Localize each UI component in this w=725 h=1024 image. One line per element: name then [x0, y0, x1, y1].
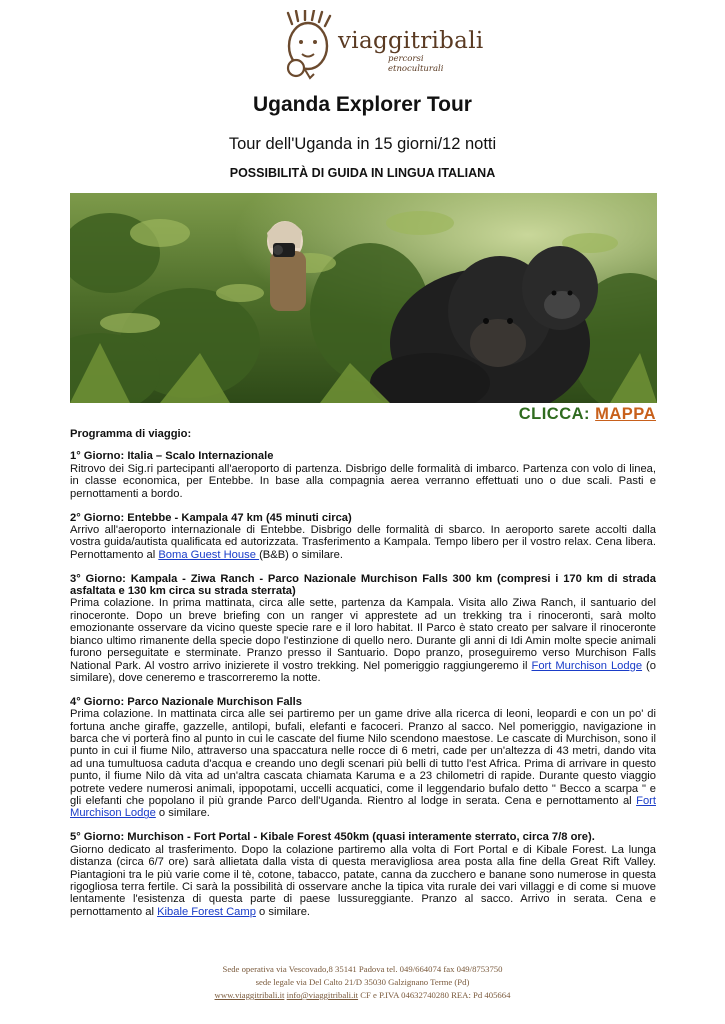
- day-3-text-before: Prima colazione. In prima mattinata, circa alle sette, partenza da Kampala. Visita allo Ziwa Ranch, il santuario del rinoceronte. Dopo un breve briefing con un ranger vi apprestete ad un trekking tra i rinoceronti, sarà molto emozionante osservare da vicino queste specie rare e il loro habitat. Il Parco è stato creato per salvare il rinoceronte bianco ultimo rimanente della specie dopo l'estinzione di quello nero. Durante gli anni di Idi Amin molte specie animali furono perseguitate e sterminate. Pranzo presso il Santuario. Dopo pranzo, proseguiremo verso Murchison Falls National Park. Al vostro arrivo inizierete il vostro trekking. Nel pomeriggio raggiungeremo il: [70, 597, 656, 672]
- day-5-text-before: Giorno dedicato al trasferimento. Dopo la colazione partiremo alla volta di Fort Portal e di Kibale Forest. La lunga distanza (circa 6/7 ore) sarà allietata dalla vista di questa meravigliosa area posta alla fine della Great Rift Valley. Piantagioni tra le più varie come il tè, cotone, tabacco, patate, canna da zucchero e banane sono numerose in questa rigogliosa terra fertile. Ci sarà la possibilità di osservare anche la tipica vita rurale dei vari villaggi e di come si muove lentamente l'esistenza di questa parte di paese lussureggiante. Pranzo al sacco. Arrivo in serata. Cena e pernottamento al: [70, 843, 656, 918]
- page-footer: [0, 963, 725, 1002]
- logo-wordmark: viaggitribali: [338, 28, 484, 54]
- guide-note: POSSIBILITÀ DI GUIDA IN LINGUA ITALIANA: [229, 166, 496, 180]
- day-2-text-after: (B&B) o similare.: [259, 548, 343, 561]
- jungle-gorilla-image: [70, 193, 657, 403]
- day-5: [70, 831, 656, 918]
- day-1: [70, 450, 656, 500]
- day-5-text: [70, 844, 656, 918]
- map-link-row: [519, 405, 656, 424]
- day-3-text-after: (o similare), dove ceneremo e trascorreremo la notte.: [70, 659, 656, 684]
- day-1-title: [70, 450, 656, 462]
- boma-guest-house-link[interactable]: Boma Guest House: [158, 548, 260, 561]
- day-5-text-after: o similare.: [255, 905, 311, 918]
- tribal-face-icon: [280, 10, 336, 80]
- email-link[interactable]: info@viaggitribali.it: [286, 990, 359, 1000]
- day-2: [70, 512, 656, 562]
- day-4-text-after: o similare.: [155, 807, 210, 820]
- website-link[interactable]: www.viaggitribali.it: [214, 990, 285, 1000]
- day-3-title: 3° Giorno: Kampala - Ziwa Ranch - Parco Nazionale Murchison Falls 300 km (compresi i 170 km di strada asfaltata e 130 km circa su strada sterrata): [70, 572, 656, 598]
- page-subtitle: Tour dell'Uganda in 15 giorni/12 notti: [228, 135, 497, 153]
- day-2-title: 2° Giorno: Entebbe - Kampala 47 km (45 minuti circa): [70, 511, 352, 524]
- company-logo: [280, 6, 484, 82]
- day-2-text: [70, 524, 656, 561]
- map-link[interactable]: MAPPA: [595, 405, 656, 423]
- itinerary-heading: Programma di viaggio:: [70, 428, 192, 440]
- kibale-forest-camp-link[interactable]: Kibale Forest Camp: [157, 905, 256, 918]
- page-title: Uganda Explorer Tour: [253, 93, 472, 116]
- footer-tax-info: CF e P.IVA 04632740280 REA: Pd 405664: [358, 990, 511, 1000]
- day-2-text-before: Arrivo all'aeroporto internazionale di Entebbe. Disbrigo delle formalità di sbarco. In aeroporto sarete accolti dalla vostra guida/autista qualificata ed autorizzata. Trasferimento a Kampala. Tempo libero per il vostro relax. Cena libera. Pernottamento al: [70, 523, 656, 561]
- map-prefix: CLICCA:: [518, 405, 591, 423]
- day-4-title: 4° Giorno: Parco Nazionale Murchison Falls: [70, 695, 302, 708]
- footer-contacts: [0, 989, 725, 1002]
- fort-murchison-lodge-link-2[interactable]: Fort Murchison Lodge: [70, 795, 656, 820]
- day-1-route: : Italia – Scalo Internazionale: [120, 450, 274, 463]
- day-1-text: Ritrovo dei Sig.ri partecipanti all'aeroporto di partenza. Disbrigo delle formalità di imbarco. Partenza con volo di linea, in classe economica, per Entebbe. In base alla compagnia aerea verranno effettuati uno o due scali. Pasti e pernottamenti a bordo.: [70, 462, 656, 500]
- day-4: [70, 696, 656, 820]
- fort-murchison-lodge-link[interactable]: Fort Murchison Lodge: [531, 659, 643, 672]
- logo-tagline: percorsi etnoculturali: [388, 54, 444, 74]
- gorilla-photo: [70, 193, 657, 403]
- day-4-text: [70, 708, 656, 820]
- day-3: [70, 573, 656, 685]
- day-1-label: 1° Giorno: [70, 450, 121, 463]
- footer-legal-address: sede legale via Del Calto 21/D 35030 Galzignano Terme (Pd): [255, 977, 470, 987]
- day-3-text: [70, 597, 656, 684]
- itinerary: [70, 428, 656, 930]
- day-4-text-before: Prima colazione. In mattinata circa alle sei partiremo per un game drive alla ricerca di leoni, leopardi e con un po' di fortuna anche giraffe, gazzelle, antilopi, bufali, elefanti e facoceri. Pranzo al sacco. Nel pomeriggio, navigazione in barca che vi porterà fino al punto in cui le cascate del fiume Nilo scendono maestose. Le cascate di Murchison, sono il punto in cui il fiume Nilo, attraverso una spaccatura nelle rocce di 6 metri, cade per un'altezza di 43 metri, dando vita ad una tumultuosa caduta d'acqua e creando uno degli scenari più belli di tutto l'est Africa. Prima di arrivare in questo punto, il fiume Nilo dà vita ad un'altra cascata chiamata Karuma e a 23 chilometri di rapide. Durante questo viaggio potrete vedere numerosi animali, ippopotami, uccelli acquatici, come il leggendario bufalo detto " Becco a scarpa " e gli elefanti che popolano il più grande Parco dell'Uganda. Rientro al lodge in serata. Cena e pernottamento al: [70, 708, 656, 808]
- footer-address: Sede operativa via Vescovado,8 35141 Padova tel. 049/664074 fax 049/8753750: [222, 964, 503, 974]
- day-5-title: 5° Giorno: Murchison - Fort Portal - Kibale Forest 450km (quasi interamente sterrato, circa 7/8 ore).: [70, 831, 595, 844]
